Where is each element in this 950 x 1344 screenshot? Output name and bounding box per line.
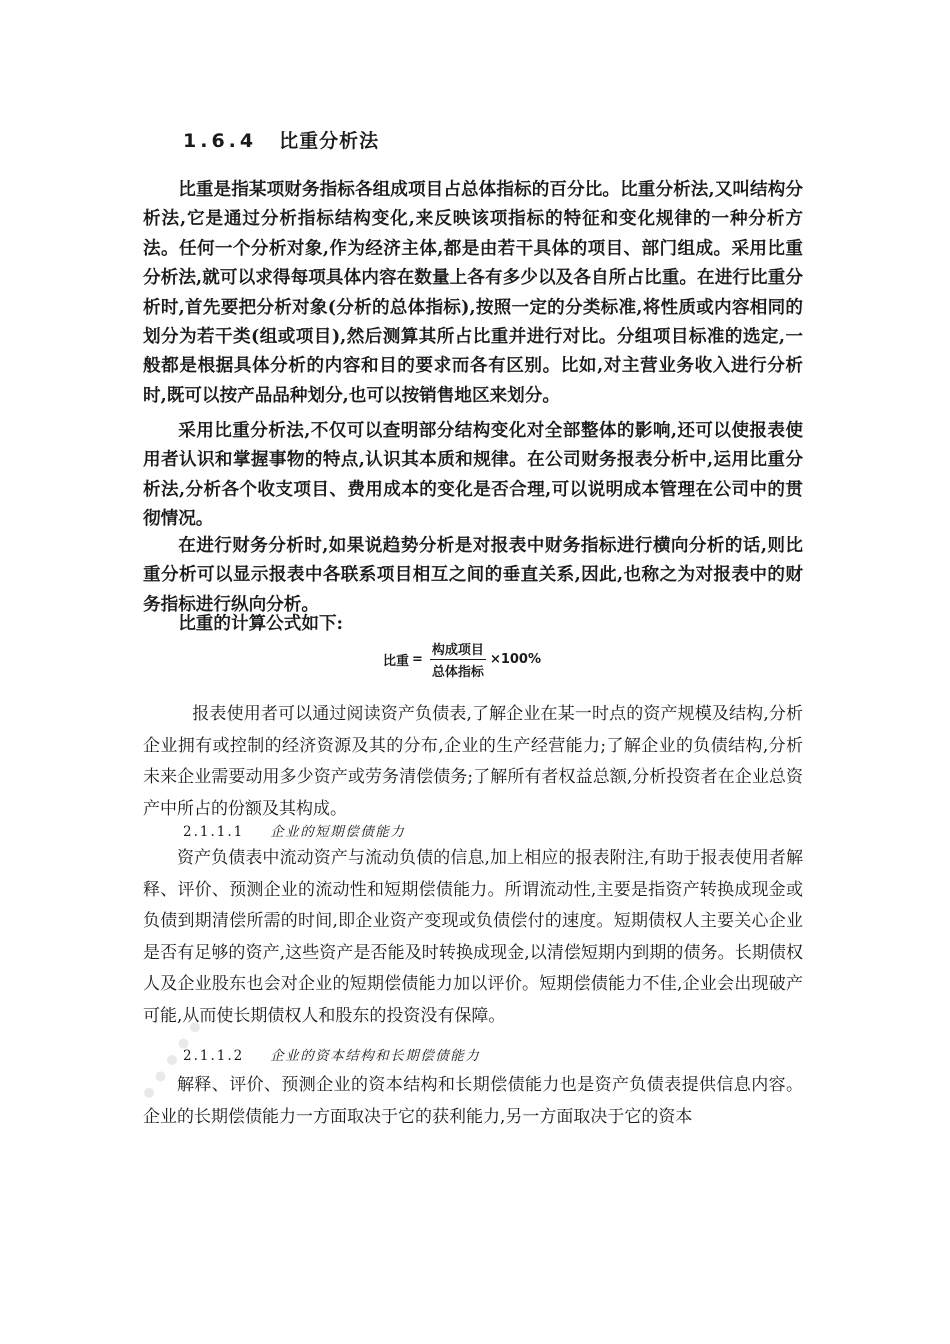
formula-numerator: 构成项目 xyxy=(430,639,486,660)
subsection-heading-short-term xyxy=(183,820,405,840)
section-title: 比重分析法 xyxy=(279,130,380,152)
section-heading xyxy=(183,128,379,154)
formula-denominator: 总体指标 xyxy=(431,664,484,680)
paragraph-long-term-solvency: 解释、评价、预测企业的资本结构和长期偿债能力也是资产负债表提供信息内容。企业的长期偿债能力一方面取决于它的获利能力,另一方面取决于它的资本 xyxy=(143,1075,803,1127)
formula-fraction xyxy=(430,639,486,680)
subsection-number: 2.1.1.2 xyxy=(183,1048,245,1064)
paragraph-usage: 采用比重分析法,不仅可以查明部分结构变化对全部整体的影响,还可以使报表使用者认识和掌握事物的特点,认识其本质和规律。在公司财务报表分析中,运用比重分析法,分析各个收支项目、费用成本的变化是否合理,可以说明成本管理在公司中的贯彻情况。 xyxy=(143,420,803,530)
paragraph-vertical-analysis: 在进行财务分析时,如果说趋势分析是对报表中财务指标进行横向分析的话,则比重分析可以显示报表中各联系项目相互之间的垂直关系,因此,也称之为对报表中的财务指标进行纵向分析。 xyxy=(143,535,803,615)
section-number: 1.6.4 xyxy=(183,130,258,152)
subsection-number: 2.1.1.1 xyxy=(183,824,245,840)
paragraph-definition: 比重是指某项财务指标各组成项目占总体指标的百分比。比重分析法,又叫结构分析法,它是通过分析指标结构变化,来反映该项指标的特征和变化规律的一种分析方法。任何一个分析对象,作为经济主体,都是由若干具体的项目、部门组成。采用比重分析法,就可以求得每项具体内容在数量上各有多少以及各自所占比重。在进行比重分析时,首先要把分析对象(分析的总体指标),按照一定的分类标准,将性质或内容相同的划分为若干类(组或项目),然后测算其所占比重并进行对比。分组项目标准的选定,一般都是根据具体分析的内容和目的要求而各有区别。比如,对主营业务收入进行分析时,既可以按产品品种划分,也可以按销售地区来划分。 xyxy=(143,179,803,406)
formula-lhs: 比重 xyxy=(383,653,410,669)
subsection-title: 企业的短期偿债能力 xyxy=(270,824,406,840)
formula-equals: = xyxy=(412,651,423,667)
subsection-title: 企业的资本结构和长期偿债能力 xyxy=(270,1048,481,1064)
paragraph-balance-sheet: 报表使用者可以通过阅读资产负债表,了解企业在某一时点的资产规模及结构,分析企业拥有或控制的经济资源及其的分布,企业的生产经营能力;了解企业的负债结构,分析未来企业需要动用多少资产或劳务清偿债务;了解所有者权益总额,分析投资者在企业总资产中所占的份额及其构成。 xyxy=(143,704,803,819)
ratio-formula xyxy=(383,639,541,679)
paragraph-formula-intro: 比重的计算公式如下: xyxy=(178,613,344,634)
formula-multiplier: ×100% xyxy=(489,651,541,667)
paragraph-short-term-solvency: 资产负债表中流动资产与流动负债的信息,加上相应的报表附注,有助于报表使用者解释、评价、预测企业的流动性和短期偿债能力。所谓流动性,主要是指资产转换成现金或负债到期清偿所需的时间,即企业资产变现或负债偿付的速度。短期债权人主要关心企业是否有足够的资产,这些资产是否能及时转换成现金,以清偿短期内到期的债务。长期债权人及企业股东也会对企业的短期偿债能力加以评价。短期偿债能力不佳,企业会出现破产可能,从而使长期债权人和股东的投资没有保障。 xyxy=(143,848,803,1026)
watermark-icon xyxy=(112,1000,232,1120)
